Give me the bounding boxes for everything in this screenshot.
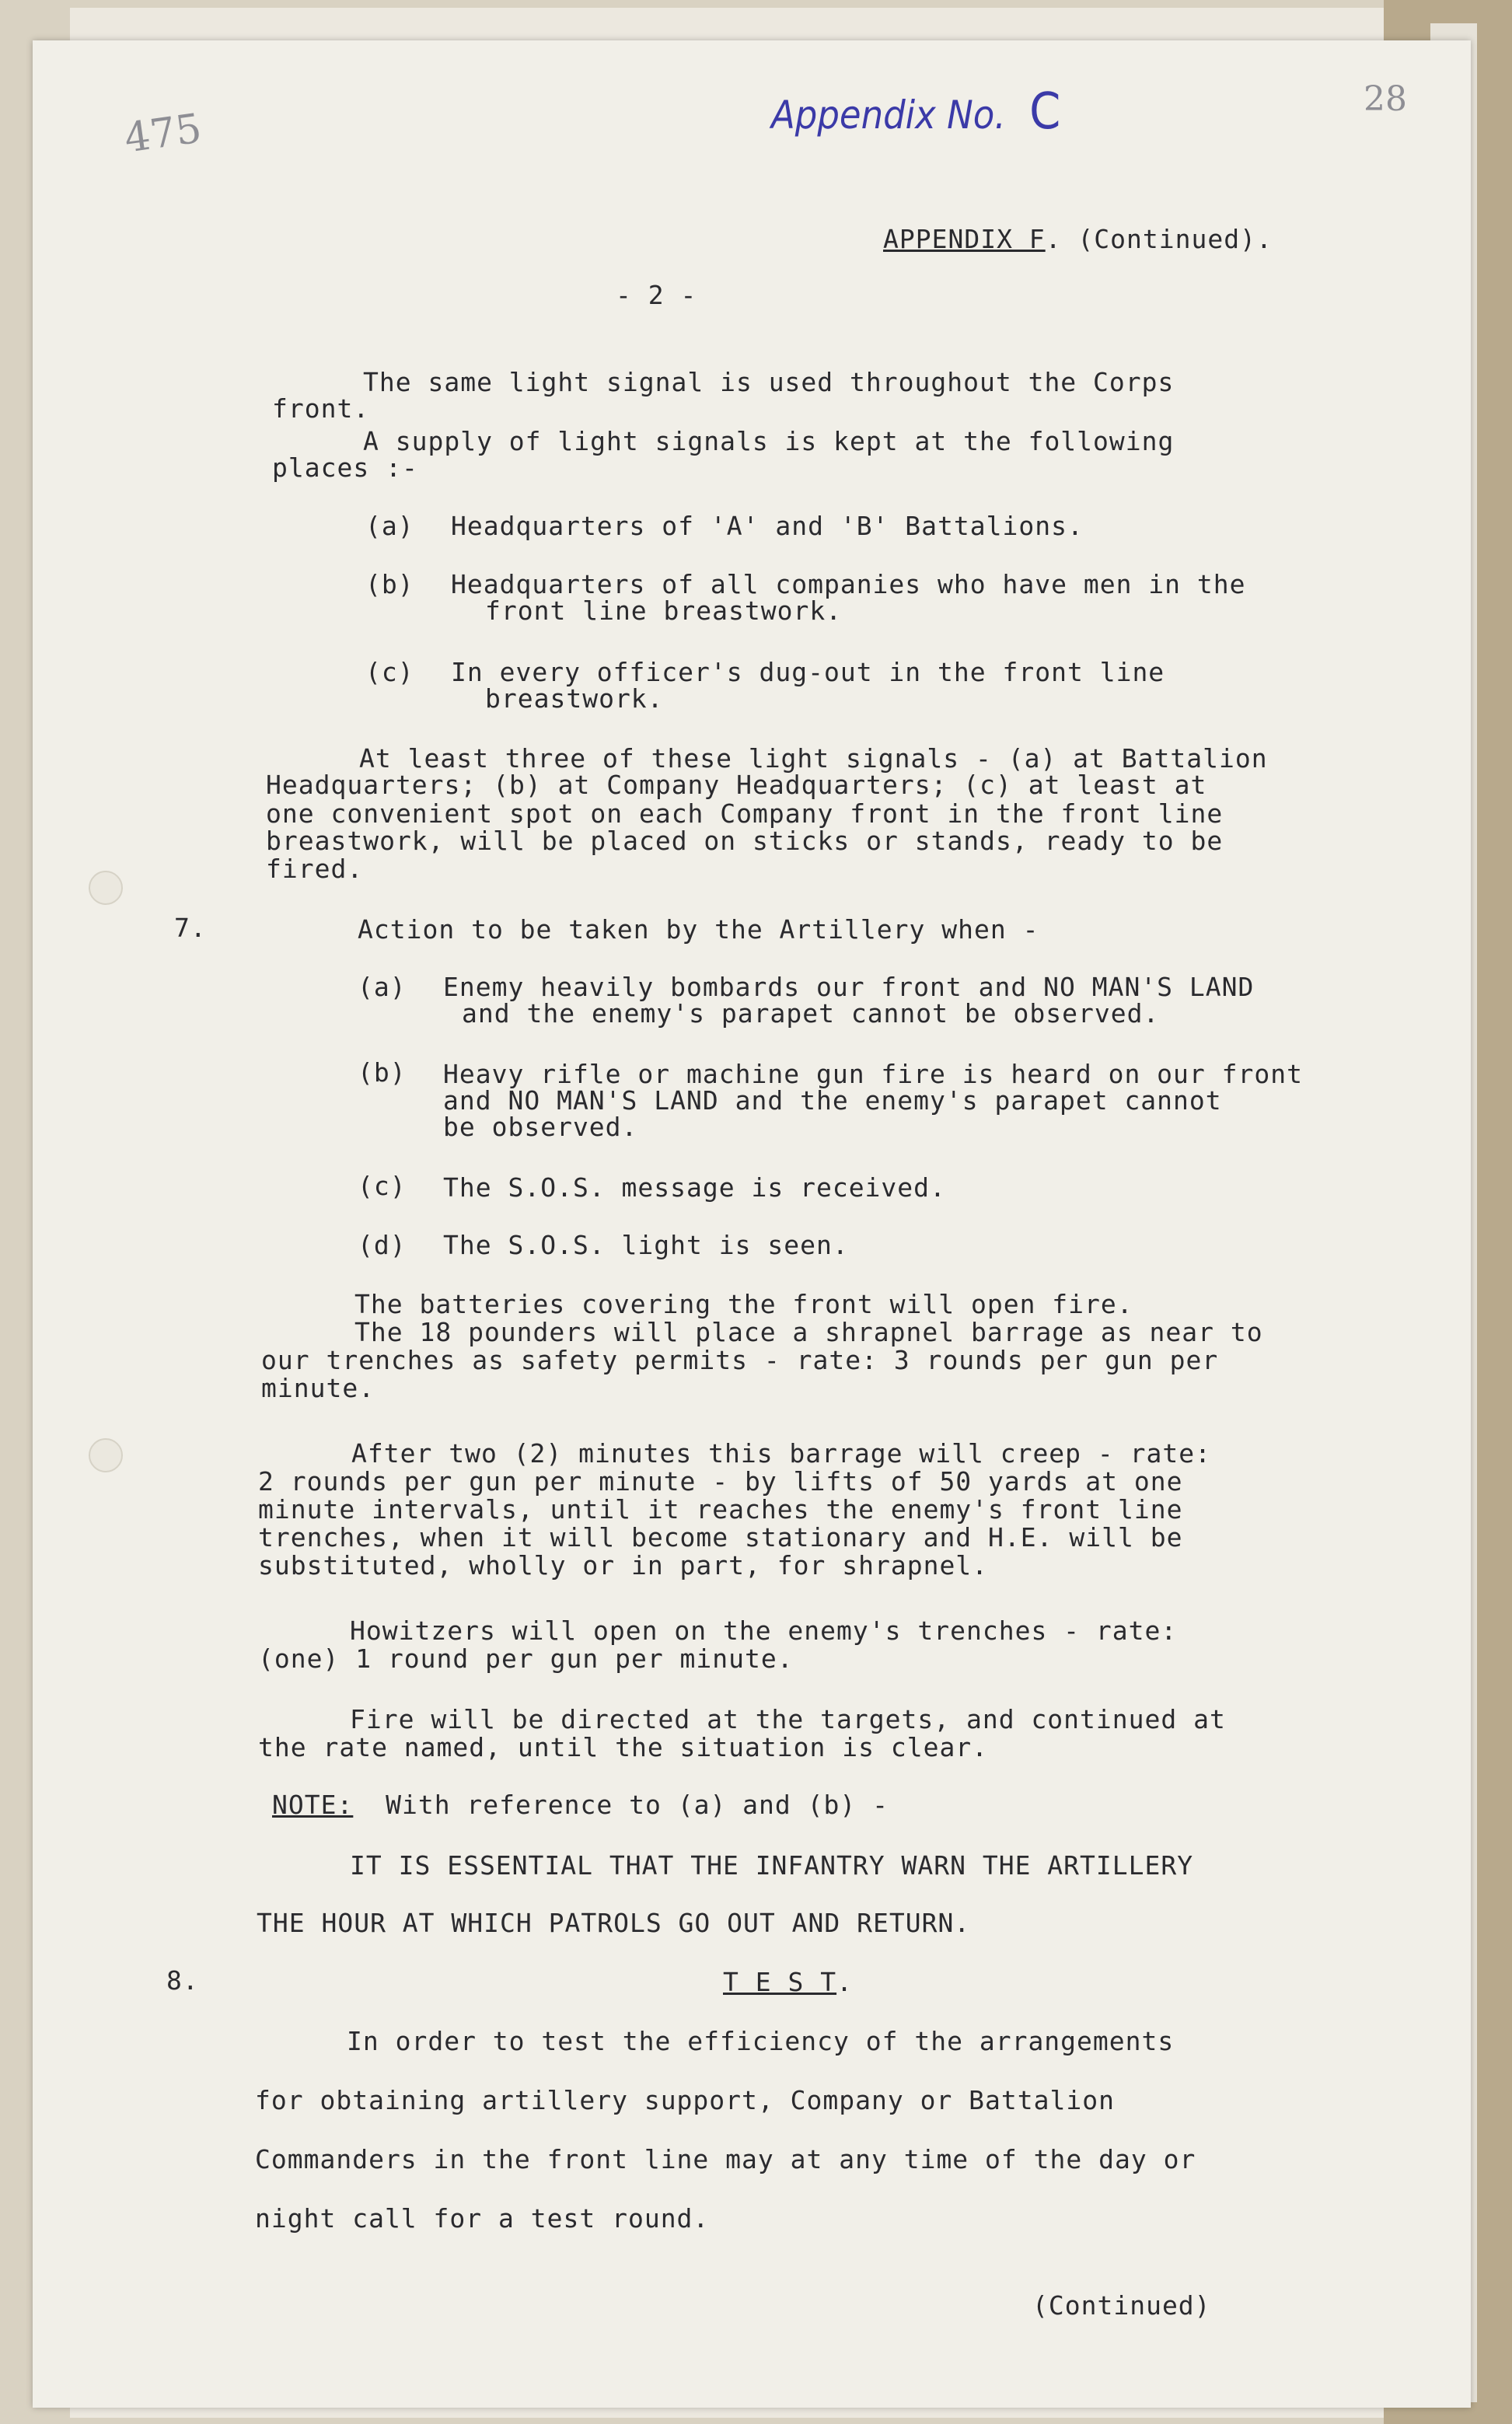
text-line: The 18 pounders will place a shrapnel barrage as near to xyxy=(354,1317,1263,1347)
text-line: minute intervals, until it reaches the enemy's front line xyxy=(258,1494,1183,1525)
text-line: Headquarters; (b) at Company Headquarters; (c) at least at xyxy=(266,770,1207,800)
section-number: 8. xyxy=(166,1965,199,1996)
text-line: trenches, when it will become stationary and H.E. will be xyxy=(258,1522,1183,1553)
section-number: 7. xyxy=(174,913,207,943)
section-title: Action to be taken by the Artillery when - xyxy=(358,914,1039,945)
text-line: front. xyxy=(272,393,370,424)
text-line: substituted, wholly or in part, for shrapnel. xyxy=(258,1550,989,1580)
text-line: After two (2) minutes this barrage will creep - rate: xyxy=(351,1438,1211,1469)
list-label: (b) xyxy=(365,569,414,599)
text-line: the rate named, until the situation is clear. xyxy=(258,1732,989,1762)
list-label: (c) xyxy=(365,657,414,687)
text-line: minute. xyxy=(261,1373,375,1403)
list-item: and NO MAN'S LAND and the enemy's parapet cannot xyxy=(443,1085,1222,1116)
list-item: Heavy rifle or machine gun fire is heard on our front xyxy=(443,1059,1303,1089)
list-item: In every officer's dug-out in the front line xyxy=(451,657,1165,687)
list-item: The S.O.S. light is seen. xyxy=(443,1230,849,1260)
text-line: our trenches as safety permits - rate: 3 rounds per gun per xyxy=(261,1345,1219,1375)
text-line: Howitzers will open on the enemy's trenches - rate: xyxy=(350,1615,1178,1646)
text-line: places :- xyxy=(272,452,418,483)
text-line: Commanders in the front line may at any time of the day or xyxy=(255,2144,1196,2174)
punch-hole xyxy=(89,871,123,905)
list-label: (d) xyxy=(358,1230,407,1260)
note xyxy=(272,1791,889,1819)
note-text: With reference to (a) and (b) - xyxy=(386,1790,889,1820)
list-item: front line breastwork. xyxy=(485,596,843,626)
list-label: (c) xyxy=(358,1171,407,1201)
emphasis-line: THE HOUR AT WHICH PATROLS GO OUT AND RETURN. xyxy=(257,1908,971,1938)
note-label: NOTE: xyxy=(272,1790,354,1820)
text-line: At least three of these light signals - (a) at Battalion xyxy=(359,743,1268,774)
text-line: breastwork, will be placed on sticks or stands, ready to be xyxy=(266,826,1224,856)
text-line: (one) 1 round per gun per minute. xyxy=(258,1643,794,1674)
appendix-stamp: Appendix No. C xyxy=(771,83,1061,141)
appendix-title: APPENDIX F xyxy=(883,224,1046,254)
list-item: be observed. xyxy=(443,1112,638,1142)
folio-number: 28 xyxy=(1364,79,1407,119)
text-line: In order to test the efficiency of the arrangements xyxy=(347,2026,1175,2056)
list-item: The S.O.S. message is received. xyxy=(443,1172,946,1203)
list-label: (a) xyxy=(365,511,414,541)
list-item: Enemy heavily bombards our front and NO MAN'S LAND xyxy=(443,972,1255,1002)
list-item: Headquarters of 'A' and 'B' Battalions. xyxy=(451,511,1084,541)
punch-hole xyxy=(89,1438,123,1472)
document-page xyxy=(33,40,1471,2408)
continued-footer: (Continued) xyxy=(1032,2290,1211,2321)
pencil-reference: 475 xyxy=(121,105,204,162)
text-line: for obtaining artillery support, Company or Battalion xyxy=(255,2085,1115,2115)
text-line: one convenient spot on each Company front in the front line xyxy=(266,798,1224,829)
section-title: T E S T. xyxy=(723,1967,853,1997)
list-label: (a) xyxy=(358,972,407,1002)
list-item: and the enemy's parapet cannot be observed. xyxy=(462,998,1160,1029)
list-label: (b) xyxy=(358,1057,407,1088)
emphasis-line: IT IS ESSENTIAL THAT THE INFANTRY WARN THE ARTILLERY xyxy=(350,1850,1194,1881)
page-number: - 2 - xyxy=(616,280,697,310)
text-line: The batteries covering the front will open fire. xyxy=(354,1289,1133,1319)
text-line: A supply of light signals is kept at the following xyxy=(363,426,1175,456)
appendix-letter: C xyxy=(1029,83,1061,141)
list-item: breastwork. xyxy=(485,683,664,714)
text-line: fired. xyxy=(266,854,364,884)
text-line: Fire will be directed at the targets, and continued at xyxy=(350,1704,1226,1734)
appendix-heading: APPENDIX F. (Continued). xyxy=(883,224,1273,254)
text-line: The same light signal is used throughout the Corps xyxy=(363,367,1175,397)
text-line: 2 rounds per gun per minute - by lifts of 50 yards at one xyxy=(258,1466,1183,1497)
text-line: night call for a test round. xyxy=(255,2203,710,2234)
list-item: Headquarters of all companies who have men in the xyxy=(451,569,1246,599)
